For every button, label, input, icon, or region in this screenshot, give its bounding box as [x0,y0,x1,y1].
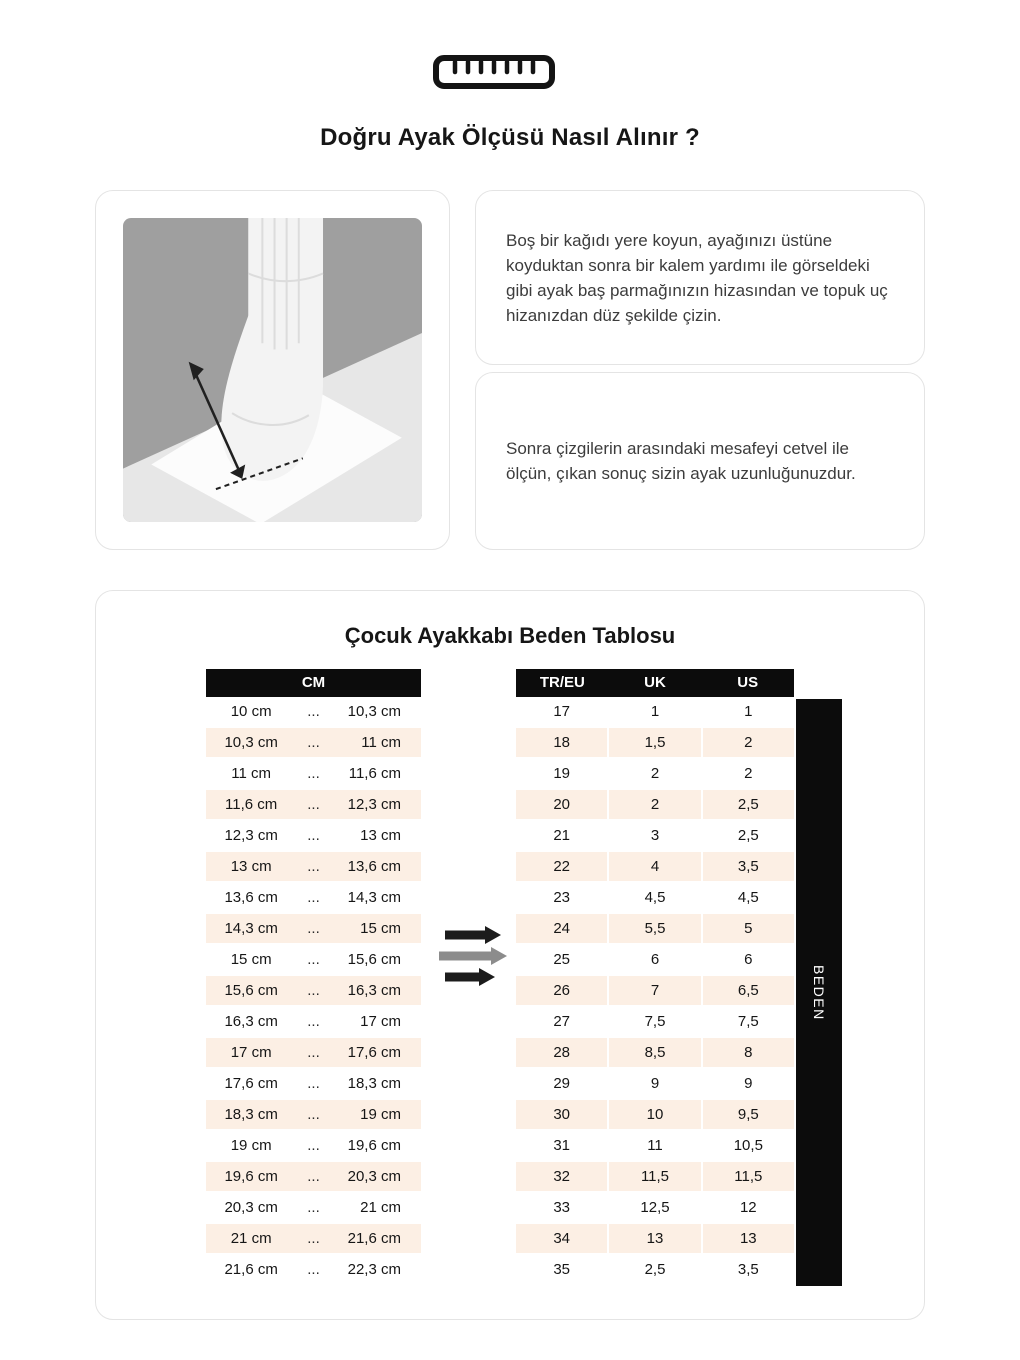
size-table-header-us: US [737,674,759,691]
size-table-row [516,945,794,976]
size-cell-us: 2 [701,728,794,757]
cm-cell-from: 19 cm [230,1137,272,1154]
size-table-row [516,759,794,790]
size-cell-us: 8 [701,1038,794,1067]
cm-cell-from: 21 cm [230,1230,272,1247]
cm-table-row [206,1193,421,1224]
cm-cell-sep: ... [307,920,320,937]
cm-cell-sep: ... [307,1168,320,1185]
cm-cell-to: 19,6 cm [347,1137,401,1154]
cm-cell-to: 13,6 cm [347,858,401,875]
cm-cell-sep: ... [307,1230,320,1247]
size-table-row [516,821,794,852]
cm-cell-from: 11 cm [231,765,272,782]
size-cell-uk: 4 [607,852,700,881]
size-cell-treu: 29 [553,1075,570,1092]
cm-table-row [206,821,421,852]
cm-cell-sep: ... [307,1075,320,1092]
size-cell-treu: 23 [553,889,570,906]
cm-cell-from: 17,6 cm [224,1075,278,1092]
size-cell-uk: 2 [607,790,700,819]
size-cell-treu: 20 [553,796,570,813]
size-table-row [516,1162,794,1193]
page-title: Doğru Ayak Ölçüsü Nasıl Alınır ? [320,124,700,151]
transfer-arrows-svg [439,923,511,989]
cm-cell-from: 10 cm [230,703,272,720]
size-cell-uk: 13 [607,1224,700,1253]
size-table-row [516,697,794,728]
size-table-body [516,697,794,1286]
size-cell-treu: 28 [553,1044,570,1061]
size-cell-us: 7,5 [701,1007,794,1036]
size-cell-uk: 8,5 [607,1038,700,1067]
foot-measure-photo [123,218,422,522]
cm-cell-sep: ... [307,765,320,782]
size-cell-uk: 6 [607,945,700,974]
size-cell-us: 4,5 [701,883,794,912]
cm-table-row [206,1007,421,1038]
cm-table-row [206,1069,421,1100]
size-cell-uk: 2,5 [607,1255,700,1284]
cm-table-row [206,1038,421,1069]
size-table-row [516,914,794,945]
instruction-text-2: Sonra çizgilerin arasındaki mesafeyi cetvel ile ölçün, çıkan sonuç sizin ayak uzunluğunuzdur. [506,439,856,483]
size-table-row [516,1224,794,1255]
size-cell-uk: 5,5 [607,914,700,943]
cm-cell-from: 15,6 cm [224,982,278,999]
size-cell-us: 3,5 [701,852,794,881]
size-cell-treu: 22 [553,858,570,875]
cm-cell-from: 21,6 cm [224,1261,278,1278]
cm-cell-sep: ... [307,858,320,875]
cm-cell-sep: ... [307,734,320,751]
cm-table-row [206,914,421,945]
cm-cell-to: 22,3 cm [347,1261,401,1278]
size-cell-uk: 1,5 [607,728,700,757]
foot-measure-image-card [95,190,450,550]
size-cell-us: 11,5 [701,1162,794,1191]
cm-cell-to: 17 cm [360,1013,401,1030]
cm-table-row [206,790,421,821]
cm-cell-to: 19 cm [360,1106,401,1123]
size-table-row [516,790,794,821]
cm-cell-from: 10,3 cm [224,734,278,751]
size-cell-us: 5 [701,914,794,943]
size-cell-us: 13 [701,1224,794,1253]
cm-cell-from: 14,3 cm [224,920,278,937]
beden-label-bar [796,699,842,1286]
size-cell-uk: 12,5 [607,1193,700,1222]
cm-table-header: CM [206,669,421,697]
cm-cell-to: 12,3 cm [347,796,401,813]
size-cell-us: 3,5 [701,1255,794,1284]
size-cell-uk: 2 [607,759,700,788]
size-table-row [516,1069,794,1100]
cm-table-row [206,883,421,914]
cm-cell-sep: ... [307,1013,320,1030]
cm-table-row [206,945,421,976]
cm-cell-to: 15,6 cm [347,951,401,968]
cm-cell-to: 13 cm [360,827,401,844]
size-cell-treu: 21 [553,827,570,844]
size-table-header-treu: TR/EU [539,674,585,691]
size-table-row [516,852,794,883]
size-table-row [516,1131,794,1162]
size-cell-us: 9 [701,1069,794,1098]
size-cell-treu: 25 [553,951,570,968]
cm-cell-from: 11,6 cm [225,796,278,813]
cm-cell-sep: ... [307,982,320,999]
cm-cell-from: 20,3 cm [224,1199,278,1216]
size-cell-treu: 30 [553,1106,570,1123]
ruler-icon-svg [430,50,558,94]
cm-table-row [206,697,421,728]
size-cell-uk: 11,5 [607,1162,700,1191]
cm-cell-to: 17,6 cm [347,1044,401,1061]
cm-cell-from: 13 cm [230,858,272,875]
size-cell-treu: 27 [553,1013,570,1030]
size-cell-uk: 10 [607,1100,700,1129]
size-cell-uk: 1 [607,697,700,726]
cm-cell-to: 11,6 cm [348,765,401,782]
size-table-row [516,1038,794,1069]
size-cell-uk: 4,5 [607,883,700,912]
instruction-text-1: Boş bir kağıdı yere koyun, ayağınızı üstüne koyduktan sonra bir kalem yardımı ile görseldeki gibi ayak baş parmağınızın hizasından ve topuk uç hizanızdan düz şekilde çizin. [506,230,888,325]
size-cell-treu: 32 [553,1168,570,1185]
cm-cell-to: 21 cm [360,1199,401,1216]
size-cell-uk: 9 [607,1069,700,1098]
size-table [516,669,794,1286]
cm-cell-sep: ... [307,827,320,844]
cm-cell-from: 19,6 cm [224,1168,278,1185]
cm-cell-to: 14,3 cm [347,889,401,906]
size-table-row [516,976,794,1007]
size-cell-us: 1 [701,697,794,726]
cm-cell-sep: ... [307,1261,320,1278]
size-cell-treu: 17 [553,703,570,720]
instruction-card-2 [475,372,925,550]
cm-cell-from: 12,3 cm [224,827,278,844]
cm-cell-to: 18,3 cm [347,1075,401,1092]
size-cell-treu: 18 [553,734,570,751]
size-cell-us: 12 [701,1193,794,1222]
size-table-row [516,1255,794,1286]
size-cell-us: 2,5 [701,821,794,850]
cm-cell-from: 15 cm [230,951,272,968]
foot-measure-illustration [123,218,422,522]
cm-table-row [206,976,421,1007]
cm-cell-sep: ... [307,889,320,906]
size-cell-uk: 11 [607,1131,700,1160]
cm-cell-to: 11 cm [361,734,401,751]
cm-table-row [206,728,421,759]
size-cell-treu: 31 [553,1137,570,1154]
size-cell-us: 9,5 [701,1100,794,1129]
cm-cell-to: 16,3 cm [347,982,401,999]
cm-cell-from: 16,3 cm [224,1013,278,1030]
size-cell-treu: 19 [553,765,570,782]
cm-cell-to: 15 cm [360,920,401,937]
beden-label: BEDEN [811,964,827,1021]
size-cell-us: 10,5 [701,1131,794,1160]
size-chart-title: Çocuk Ayakkabı Beden Tablosu [344,623,676,648]
size-table-header [516,669,794,697]
cm-cell-sep: ... [307,1044,320,1061]
cm-cell-to: 21,6 cm [347,1230,401,1247]
cm-table-row [206,1131,421,1162]
cm-table-row [206,1224,421,1255]
size-table-row [516,728,794,759]
size-cell-us: 2 [701,759,794,788]
size-cell-treu: 34 [553,1230,570,1247]
cm-cell-sep: ... [307,1106,320,1123]
cm-cell-sep: ... [307,703,320,720]
instruction-card-1 [475,190,925,365]
cm-table-row [206,1255,421,1286]
cm-cell-to: 10,3 cm [347,703,401,720]
cm-cell-from: 17 cm [230,1044,272,1061]
cm-cell-sep: ... [307,1199,320,1216]
cm-cell-sep: ... [307,796,320,813]
size-cell-treu: 26 [553,982,570,999]
size-table-row [516,1193,794,1224]
transfer-arrows-icon [439,923,511,989]
cm-cell-from: 18,3 cm [224,1106,278,1123]
size-cell-treu: 33 [553,1199,570,1216]
cm-cell-to: 20,3 cm [347,1168,401,1185]
size-cell-us: 2,5 [701,790,794,819]
cm-table-body [206,697,421,1286]
cm-table [206,669,421,1286]
cm-cell-sep: ... [307,1137,320,1154]
cm-table-row [206,759,421,790]
size-chart-card [95,590,925,1320]
size-cell-us: 6 [701,945,794,974]
cm-table-row [206,1100,421,1131]
size-cell-treu: 24 [553,920,570,937]
cm-cell-sep: ... [307,951,320,968]
size-table-header-uk: UK [644,674,666,691]
size-cell-uk: 3 [607,821,700,850]
cm-cell-from: 13,6 cm [224,889,278,906]
cm-table-row [206,852,421,883]
size-table-row [516,883,794,914]
size-cell-uk: 7,5 [607,1007,700,1036]
size-cell-uk: 7 [607,976,700,1005]
size-cell-us: 6,5 [701,976,794,1005]
ruler-icon [430,50,558,94]
size-table-row [516,1007,794,1038]
size-cell-treu: 35 [553,1261,570,1278]
size-table-row [516,1100,794,1131]
cm-table-row [206,1162,421,1193]
